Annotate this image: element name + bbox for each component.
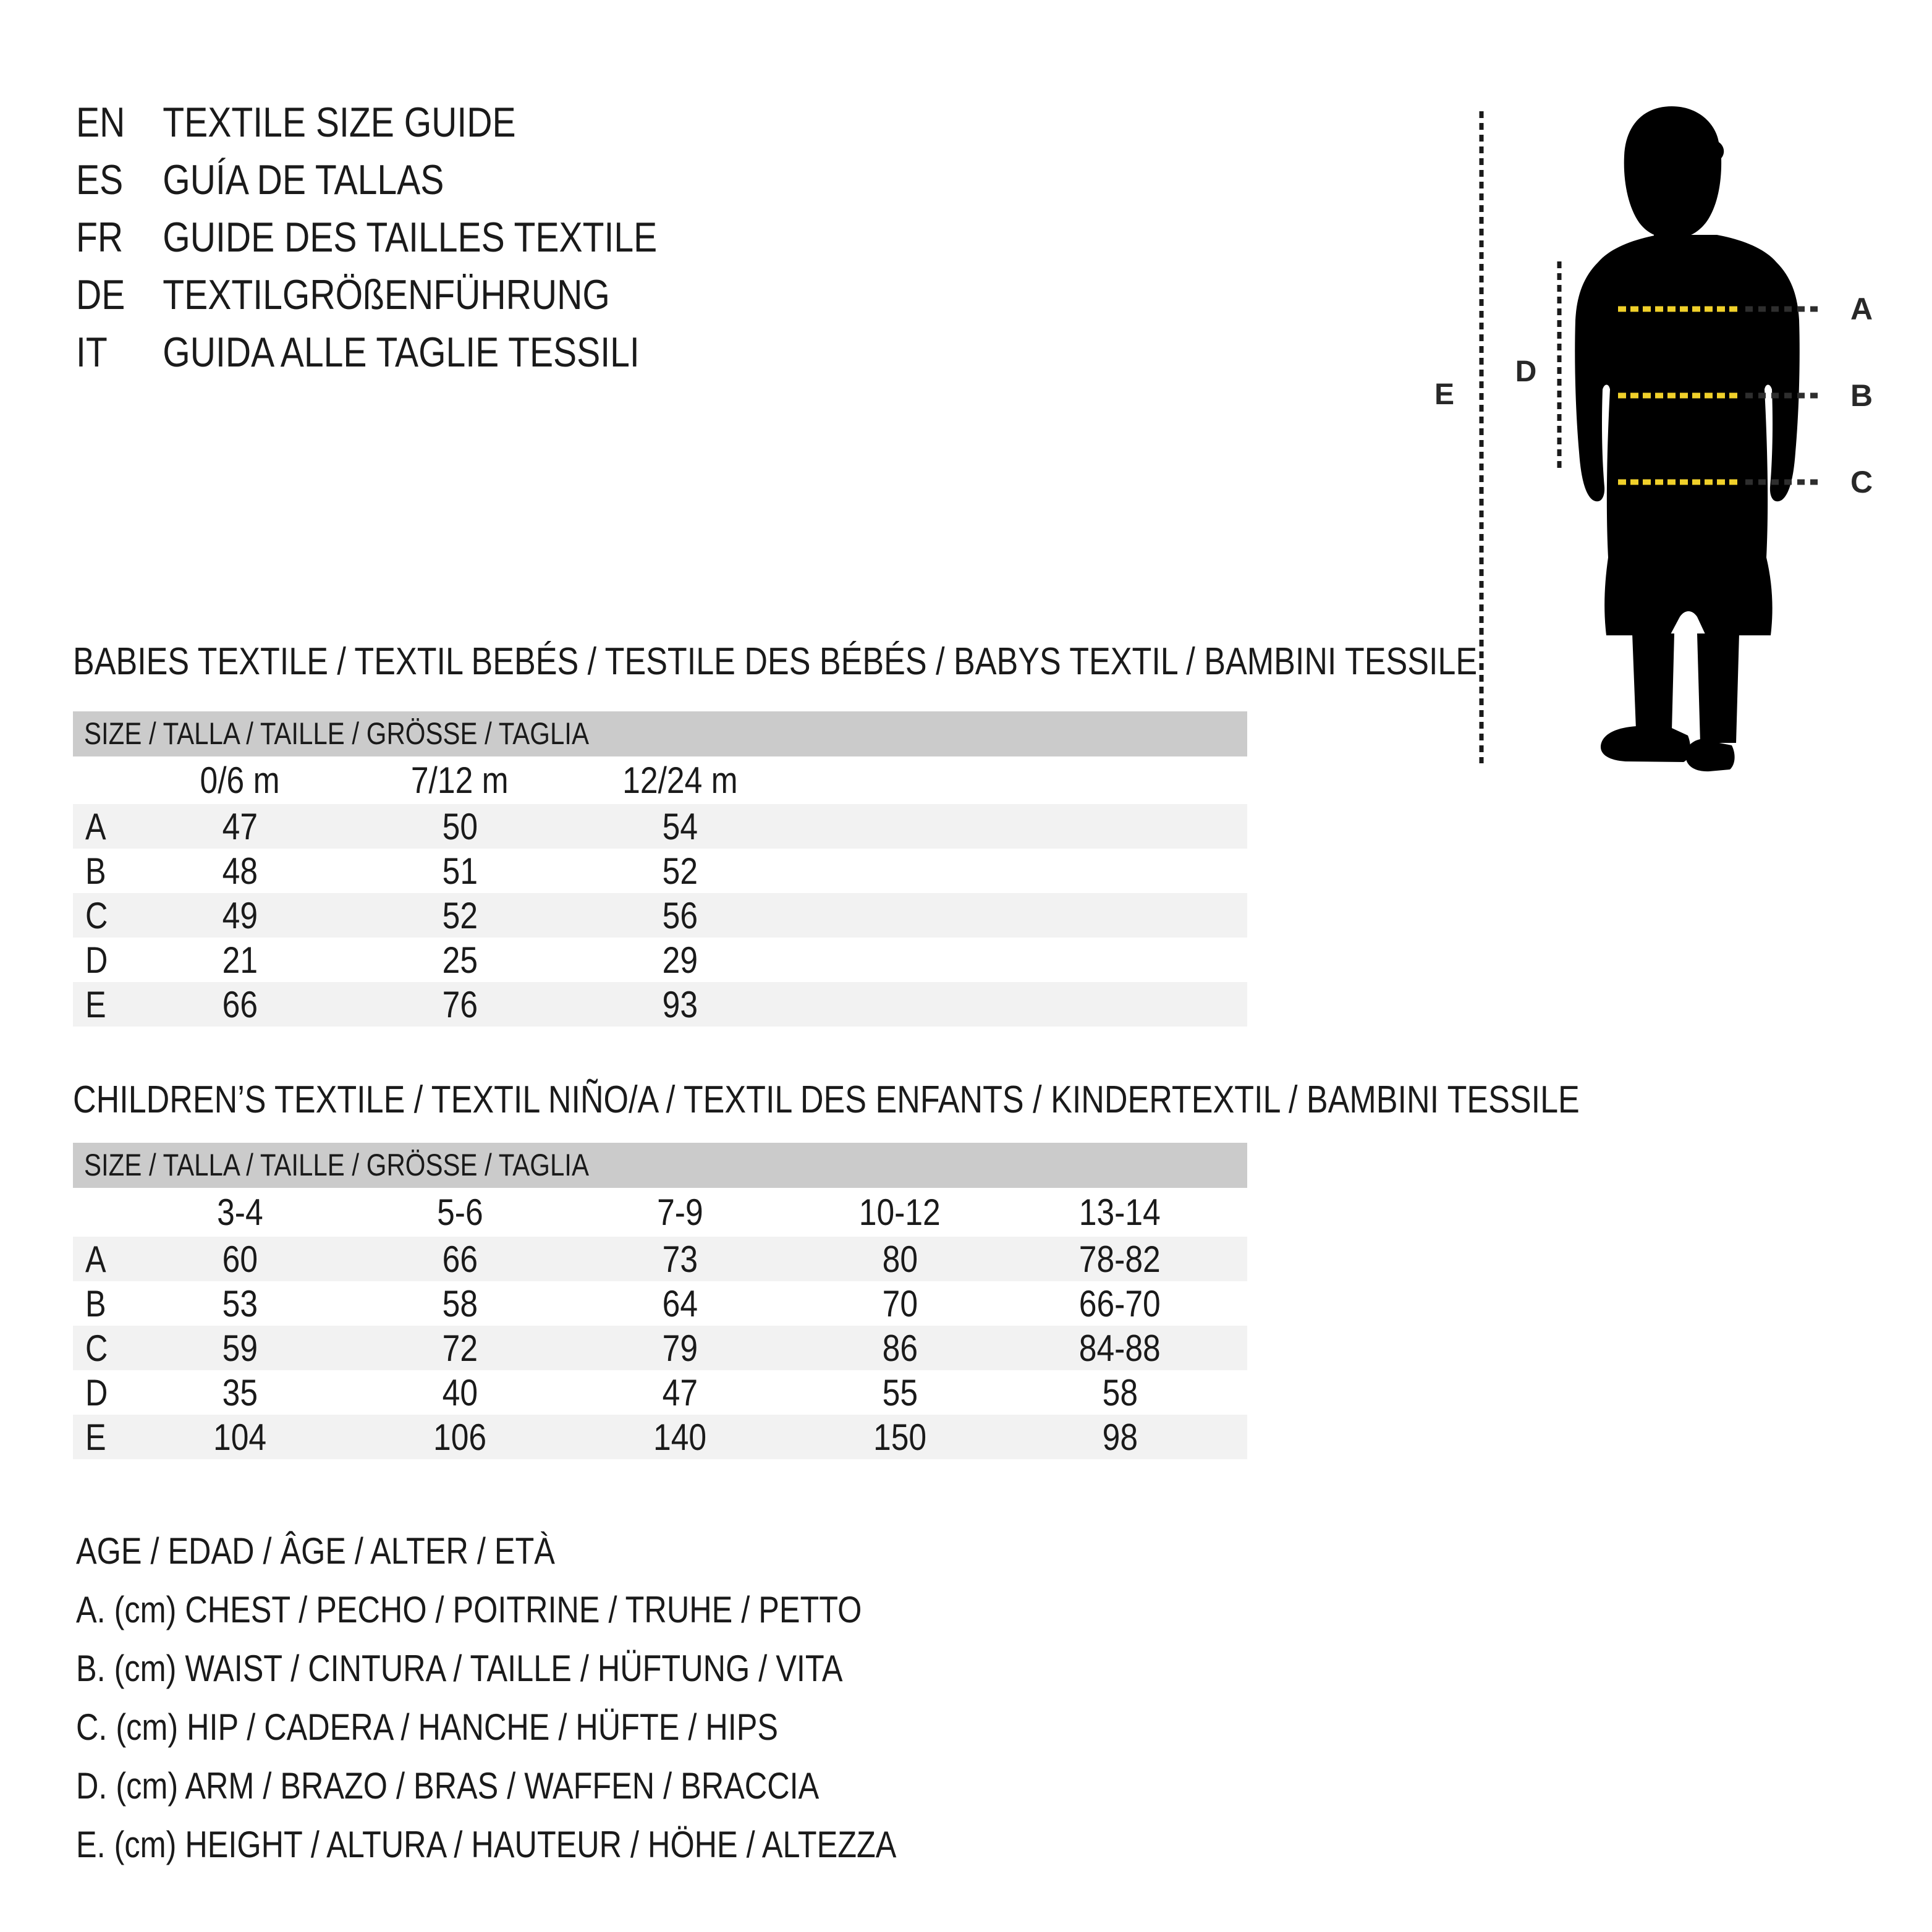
column-header: 7/12 m [411, 760, 509, 801]
size-value: 70 [882, 1282, 918, 1324]
size-value: 76 [442, 983, 478, 1025]
language-title-list [76, 94, 768, 381]
children-column-header-row [73, 1188, 1247, 1237]
silhouette-left-shoe [1601, 726, 1690, 762]
size-value: 60 [222, 1238, 258, 1280]
column-header: 13-14 [1079, 1192, 1161, 1233]
babies-column-header-row [73, 756, 1247, 804]
table-row [73, 804, 1247, 849]
table-row [73, 849, 1247, 893]
size-value: 47 [662, 1371, 698, 1413]
column-header: 3-4 [216, 1192, 263, 1233]
size-value: 140 [653, 1416, 707, 1458]
size-value: 64 [662, 1282, 698, 1324]
legend-line-waist: B. (cm) WAIST / CINTURA / TAILLE / HÜFTUNG / VITA [76, 1648, 843, 1689]
column-header: 10-12 [859, 1192, 941, 1233]
silhouette-left-leg [1632, 633, 1674, 731]
size-value: 21 [222, 939, 258, 981]
language-title: GUIDA ALLE TAGLIE TESSILI [163, 329, 640, 376]
row-label: A [85, 1238, 106, 1280]
row-label: D [85, 1371, 108, 1413]
silhouette-right-shoe [1685, 739, 1734, 771]
size-value: 49 [222, 894, 258, 936]
column-header: 12/24 m [622, 760, 738, 801]
language-row-de [76, 266, 657, 324]
size-value: 98 [1102, 1416, 1138, 1458]
size-value: 48 [222, 850, 258, 892]
language-row-fr [76, 209, 657, 266]
row-label: E [85, 983, 106, 1025]
table-row [73, 1370, 1247, 1415]
size-value: 78-82 [1079, 1238, 1161, 1280]
size-value: 51 [442, 850, 478, 892]
row-label: C [85, 1327, 108, 1369]
row-label: D [85, 939, 108, 981]
silhouette-right-leg [1697, 633, 1739, 743]
language-title: TEXTILGRÖßENFÜHRUNG [163, 271, 610, 318]
size-value: 52 [442, 894, 478, 936]
row-label: B [85, 850, 106, 892]
child-silhouette [1575, 106, 1800, 771]
size-value: 35 [222, 1371, 258, 1413]
size-value: 84-88 [1079, 1327, 1161, 1369]
children-section-title: CHILDREN’S TEXTILE / TEXTIL NIÑO/A / TEXTIL DES ENFANTS / KINDERTEXTIL / BAMBINI TESSILE [73, 1078, 1580, 1121]
language-row-en [76, 94, 657, 151]
legend-line-age: AGE / EDAD / ÂGE / ALTER / ETÀ [76, 1530, 555, 1572]
table-row [73, 1237, 1247, 1281]
size-value: 66 [222, 983, 258, 1025]
table-row [73, 1281, 1247, 1326]
figure-label-e: E [1434, 378, 1455, 411]
language-title: TEXTILE SIZE GUIDE [163, 99, 516, 146]
language-code: ES [76, 156, 124, 203]
table-row [73, 1415, 1247, 1459]
size-value: 93 [662, 983, 698, 1025]
size-value: 29 [662, 939, 698, 981]
size-value: 54 [662, 805, 698, 847]
legend-line-chest: A. (cm) CHEST / PECHO / POITRINE / TRUHE / PETTO [76, 1589, 862, 1630]
size-value: 106 [433, 1416, 487, 1458]
babies-section-title: BABIES TEXTILE / TEXTIL BEBÉS / TESTILE DES BÉBÉS / BABYS TEXTIL / BAMBINI TESSILE [73, 640, 1478, 683]
child-measurement-figure [1421, 74, 1932, 791]
table-row [73, 938, 1247, 982]
size-value: 25 [442, 939, 478, 981]
legend-line-arm: D. (cm) ARM / BRAZO / BRAS / WAFFEN / BRACCIA [76, 1765, 820, 1807]
size-value: 52 [662, 850, 698, 892]
legend-line-hip: C. (cm) HIP / CADERA / HANCHE / HÜFTE / HIPS [76, 1706, 778, 1748]
size-value: 150 [873, 1416, 927, 1458]
size-value: 59 [222, 1327, 258, 1369]
size-value: 53 [222, 1282, 258, 1324]
figure-label-d: D [1515, 355, 1537, 388]
table-row [73, 982, 1247, 1027]
row-label: B [85, 1282, 106, 1324]
column-header: 5-6 [436, 1192, 483, 1233]
size-value: 104 [213, 1416, 267, 1458]
language-title: GUÍA DE TALLAS [163, 156, 444, 203]
babies-size-header-bar: SIZE / TALLA / TAILLE / GRÖSSE / TAGLIA [73, 711, 1247, 756]
row-label: E [85, 1416, 106, 1458]
size-value: 66 [442, 1238, 478, 1280]
measurement-legend [76, 1522, 1053, 1874]
silhouette-shorts [1604, 557, 1772, 635]
size-value: 56 [662, 894, 698, 936]
size-value: 58 [1102, 1371, 1138, 1413]
table-row [73, 1326, 1247, 1370]
size-value: 80 [882, 1238, 918, 1280]
size-value: 58 [442, 1282, 478, 1324]
children-size-header-bar: SIZE / TALLA / TAILLE / GRÖSSE / TAGLIA [73, 1143, 1247, 1188]
column-header: 7-9 [656, 1192, 703, 1233]
table-row [73, 893, 1247, 938]
size-value: 72 [442, 1327, 478, 1369]
row-label: C [85, 894, 108, 936]
babies-textile-section [73, 638, 1478, 1027]
language-code: FR [76, 214, 124, 261]
figure-label-c: C [1850, 465, 1873, 499]
figure-label-a: A [1850, 292, 1873, 326]
size-value: 79 [662, 1327, 698, 1369]
figure-label-b: B [1850, 378, 1873, 413]
legend-line-height: E. (cm) HEIGHT / ALTURA / HAUTEUR / HÖHE / ALTEZZA [76, 1824, 897, 1865]
column-header: 0/6 m [200, 760, 280, 801]
size-value: 50 [442, 805, 478, 847]
size-value: 40 [442, 1371, 478, 1413]
row-label: A [85, 805, 106, 847]
size-value: 47 [222, 805, 258, 847]
children-textile-section [73, 1076, 1580, 1459]
language-code: EN [76, 99, 125, 146]
language-title: GUIDE DES TAILLES TEXTILE [163, 214, 658, 261]
language-row-es [76, 151, 657, 209]
language-row-it [76, 324, 657, 381]
size-value: 66-70 [1079, 1282, 1161, 1324]
size-value: 55 [882, 1371, 918, 1413]
language-code: DE [76, 271, 125, 318]
language-code: IT [76, 329, 108, 376]
size-value: 73 [662, 1238, 698, 1280]
size-value: 86 [882, 1327, 918, 1369]
